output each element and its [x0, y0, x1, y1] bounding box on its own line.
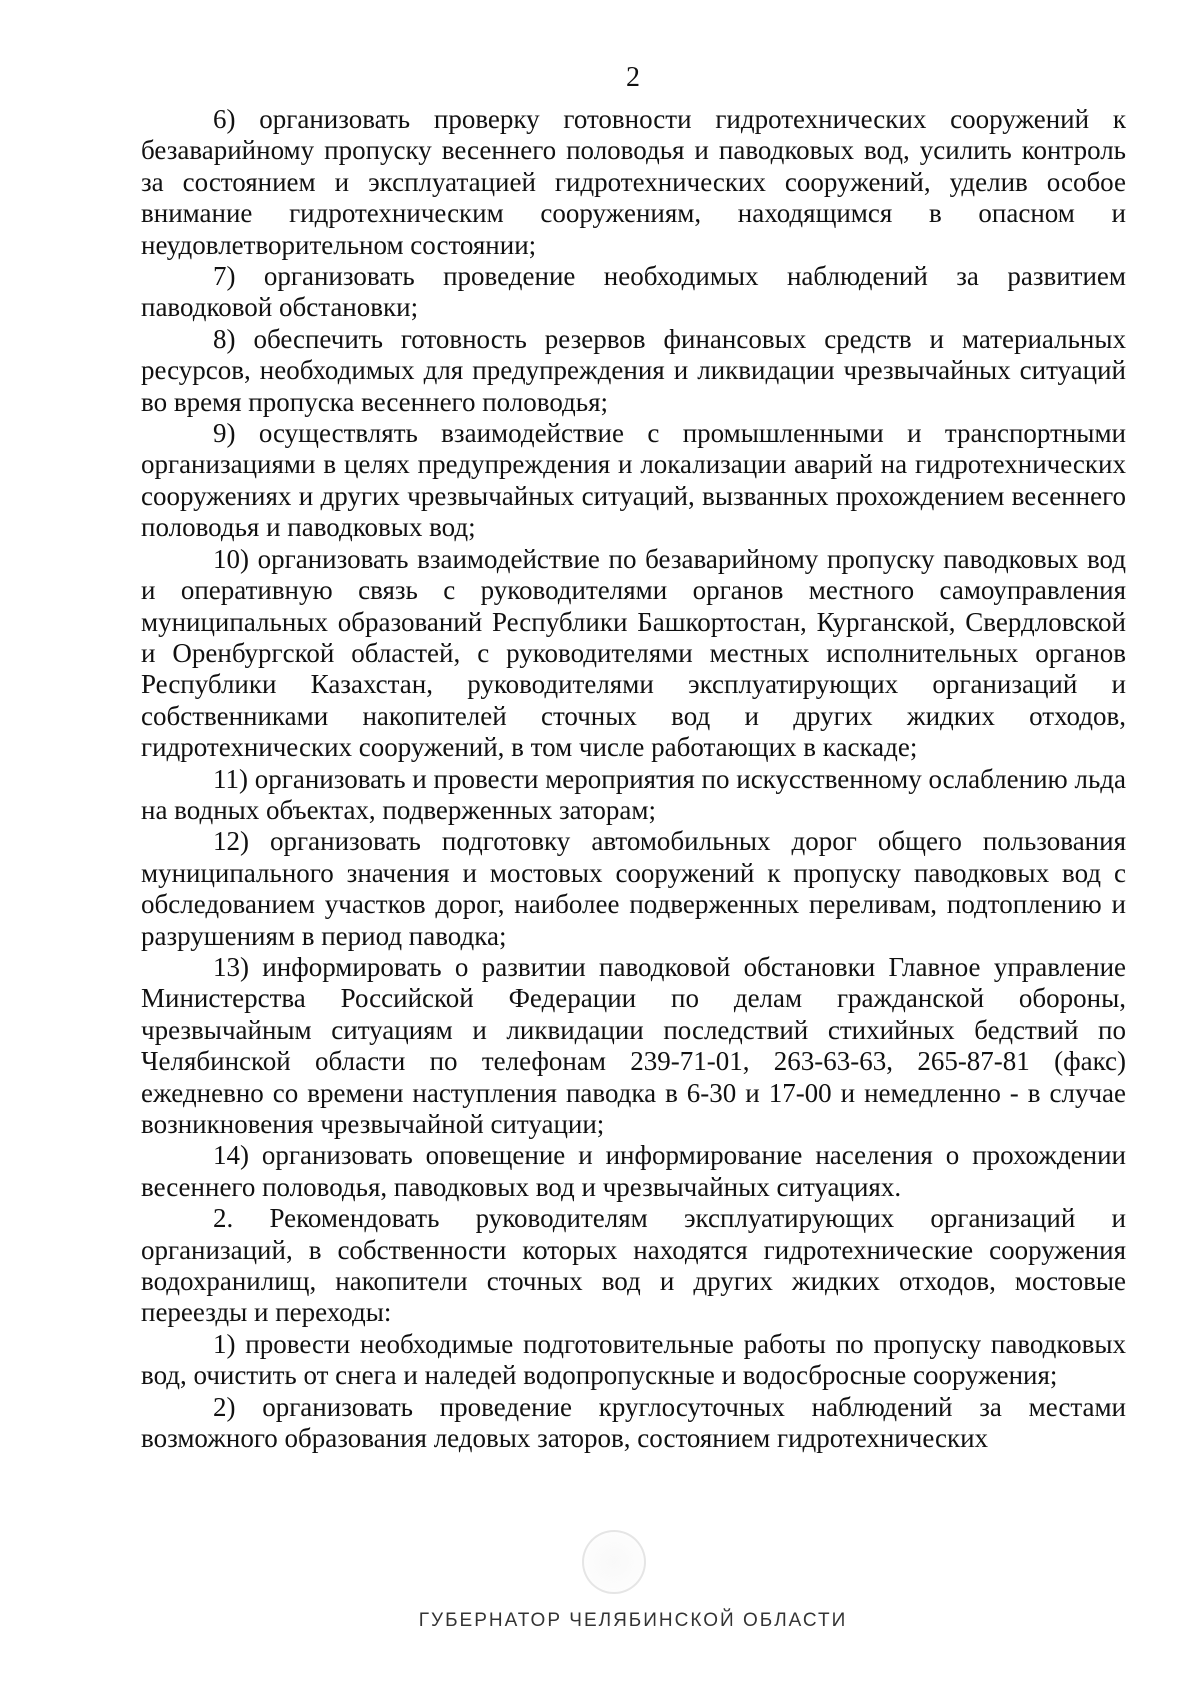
paragraph-item-13: 13) информировать о развитии паводковой обстановки Главное управление Министерства Российской Федерации по делам гражданской обороны, чрезвычайным ситуациям и ликвидации последствий стихийных бедствий по Челябинской области по телефонам 239-71-01, 263-63-63, 265-87-81 (факс) ежедневно со времени наступления паводка в 6-30 и 17-00 и немедленно - в случае возникновения чрезвычайной ситуации;: [141, 951, 1126, 1139]
paragraph-item-11: 11) организовать и провести мероприятия по искусственному ослаблению льда на водных объектах, подверженных заторам;: [141, 763, 1126, 825]
coat-of-arms-watermark: [582, 1530, 646, 1594]
paragraph-subitem-1: 1) провести необходимые подготовительные работы по пропуску паводковых вод, очистить от снега и наледей водопропускные и водосбросные сооружения;: [141, 1328, 1126, 1391]
footer-title: ГУБЕРНАТОР ЧЕЛЯБИНСКОЙ ОБЛАСТИ: [418, 1610, 848, 1631]
paragraph-subitem-2: 2) организовать проведение круглосуточных наблюдений за местами возможного образования ледовых заторов, состоянием гидротехнических: [141, 1391, 1126, 1454]
paragraph-item-6: 6) организовать проверку готовности гидротехнических сооружений к безаварийному пропуску весеннего половодья и паводковых вод, усилить контроль за состоянием и эксплуатацией гидротехнических сооружений, уделив особое внимание гидротехническим сооружениям, находящимся в опасном и неудовлетворительном состоянии;: [141, 104, 1126, 260]
paragraph-item-12: 12) организовать подготовку автомобильных дорог общего пользования муниципального значения и мостовых сооружений к пропуску паводковых вод с обследованием участков дорог, наиболее подверженных переливам, подтоплению и разрушениям в период паводка;: [141, 826, 1126, 951]
paragraph-item-10: 10) организовать взаимодействие по безаварийному пропуску паводковых вод и оперативную связь с руководителями органов местного самоуправления муниципальных образований Республики Башкортостан, Курганской, Свердловской и Оренбургской областей, с руководителями местных исполнительных органов Республики Казахстан, руководителями эксплуатирующих организаций и собственниками накопителей сточных вод и других жидких отходов, гидротехнических сооружений, в том числе работающих в каскаде;: [141, 543, 1126, 763]
paragraph-item-7: 7) организовать проведение необходимых наблюдений за развитием паводковой обстановки;: [141, 261, 1126, 323]
paragraph-item-14: 14) организовать оповещение и информирование населения о прохождении весеннего половодья, паводковых вод и чрезвычайных ситуациях.: [141, 1140, 1126, 1202]
paragraph-section-2: 2. Рекомендовать руководителям эксплуатирующих организаций и организаций, в собственности которых находятся гидротехнические сооружения водохранилищ, накопители сточных вод и других жидких отходов, мостовые переезды и переходы:: [141, 1203, 1126, 1328]
paragraph-item-9: 9) осуществлять взаимодействие с промышленными и транспортными организациями в целях предупреждения и локализации аварий на гидротехнических сооружениях и других чрезвычайных ситуаций, вызванных прохождением весеннего половодья и паводковых вод;: [141, 418, 1126, 543]
paragraph-item-8: 8) обеспечить готовность резервов финансовых средств и материальных ресурсов, необходимых для предупреждения и ликвидации чрезвычайных ситуаций во время пропуска весеннего половодья;: [141, 323, 1126, 417]
page-number: 2: [626, 62, 640, 93]
document-body: [141, 104, 1126, 1454]
